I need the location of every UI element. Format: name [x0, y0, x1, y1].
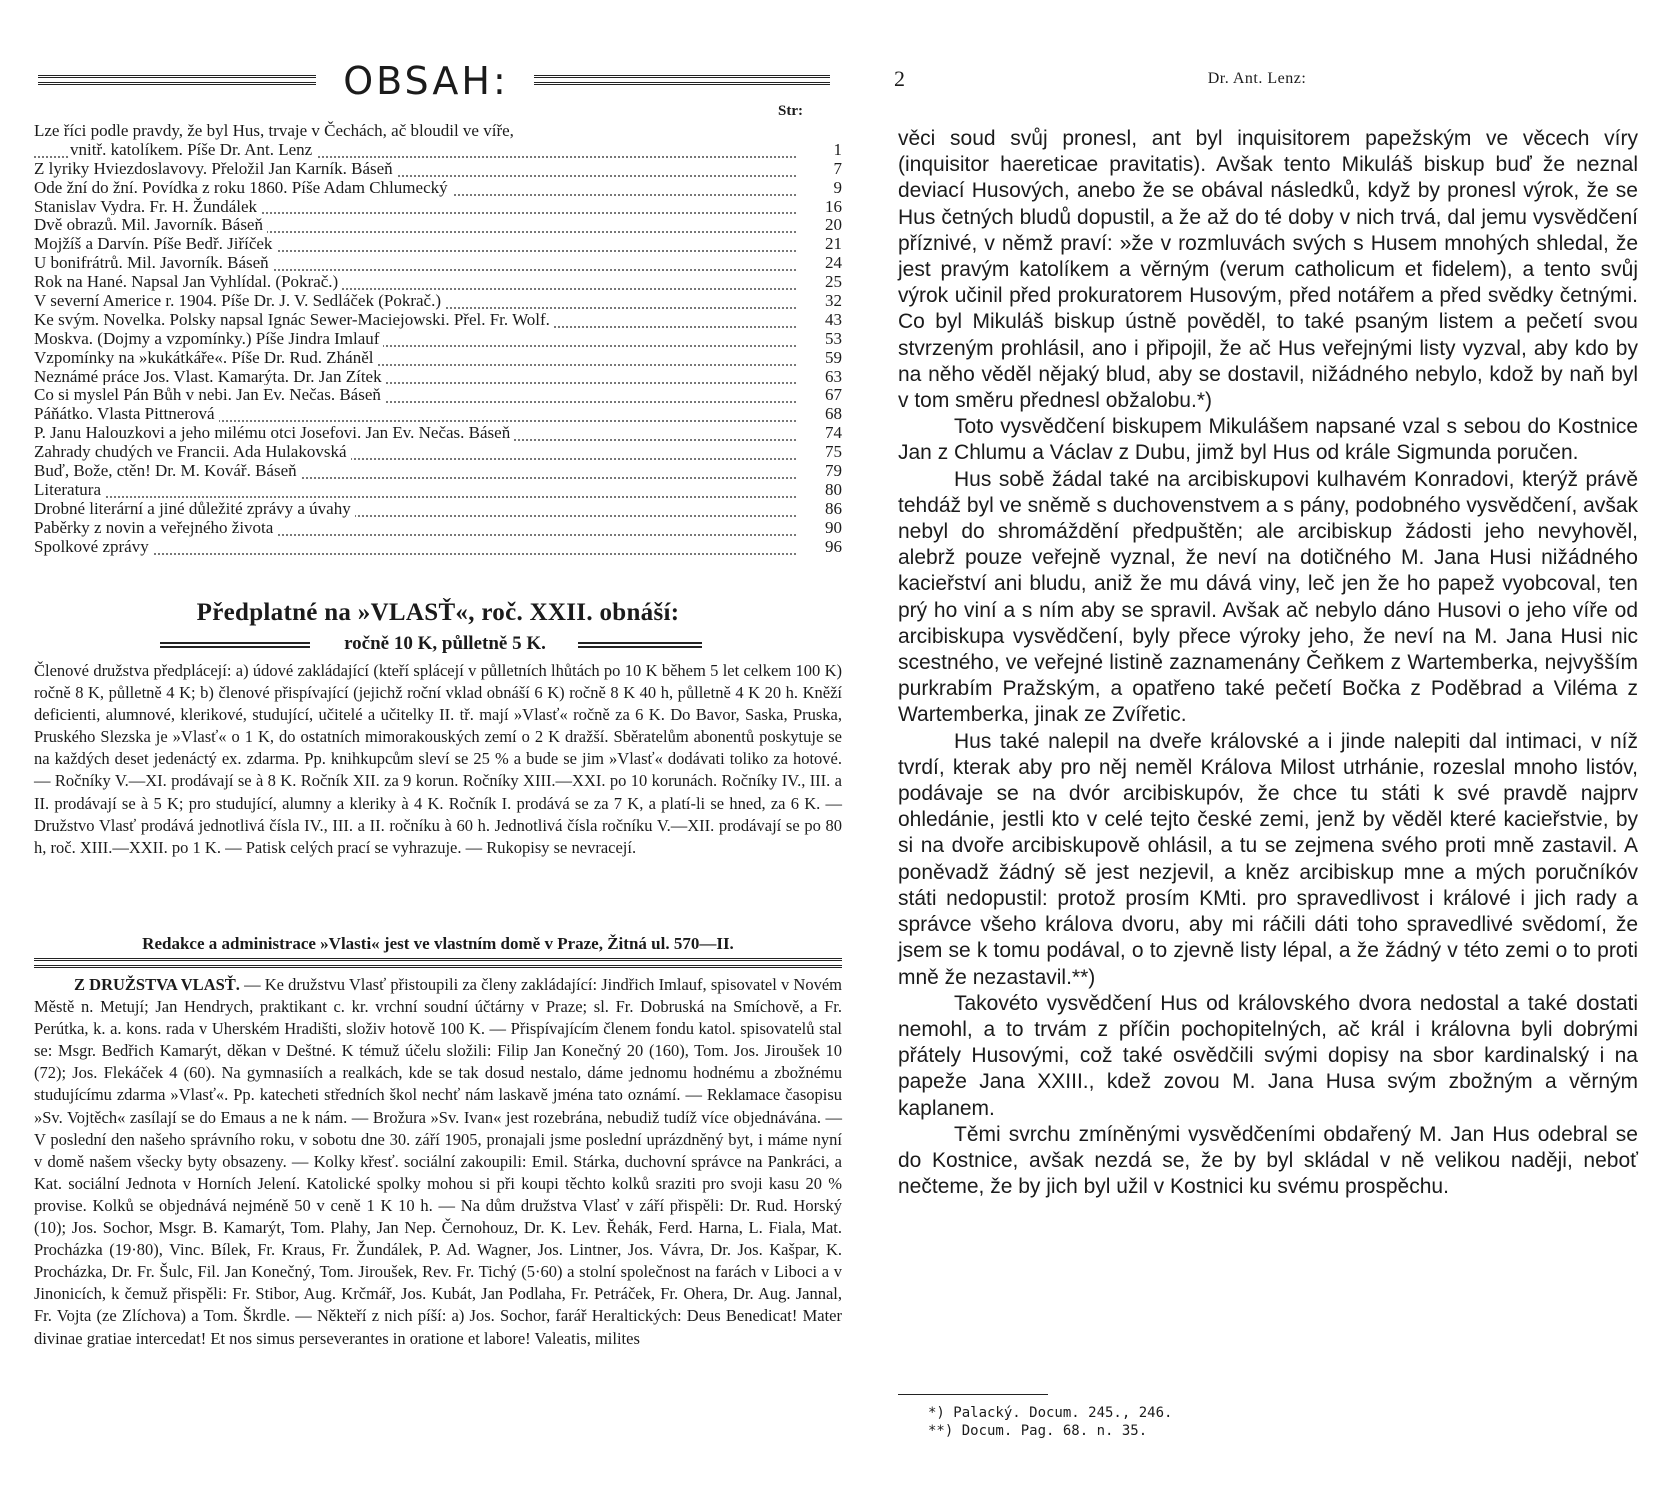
toc-entry: [34, 368, 842, 387]
toc-entry: [34, 198, 842, 217]
toc-page-column-label: Str:: [778, 103, 803, 119]
toc-entry: [34, 292, 842, 311]
toc-entry: [34, 160, 842, 179]
toc-entry-page: 67: [802, 386, 842, 405]
body-paragraph: Těmi svrchu zmíněnými vysvědčeními obdařený M. Jan Hus odebral se do Kostnice, avšak nezdá se, že by byl skládal v ně velikou naději, neboť nečteme, že by jich byl užil v Kostnici ku svému prospěchu.: [898, 1122, 1638, 1199]
toc-entry-title: Páňátko. Vlasta Pittnerová: [34, 404, 219, 423]
toc-entry-page: 80: [802, 481, 842, 500]
toc-entry: [34, 254, 842, 273]
toc-entry-page: 53: [802, 330, 842, 349]
toc-entry-title: Buď, Bože, ctěn! Dr. M. Kovář. Báseň: [34, 461, 301, 480]
toc-entry-page: 96: [802, 538, 842, 557]
toc-entry-page: 75: [802, 443, 842, 462]
toc-entry: [34, 424, 842, 443]
toc-entry-title: Dvě obrazů. Mil. Javorník. Báseň: [34, 215, 267, 234]
cooperative-news-text: — Ke družstvu Vlasť přistoupili za členy zakládající: Jindřich Imlauf, spisovatel v Novém Městě n. Metují; Jan Hendrych, praktikant c. kr. vrchní soudní účtárny v Praze; sl. Fr. Dobruská na Smíchově, a Fr. Perútka, k. a. kons. rada v Uherském Hradišti, složiv hotově 100 K. — Přispívajícím členem fondu katol. spisovatelů stal se: Msgr. Bedřich Kamarýt, děkan v Deštné. K témuž účelu složili: Filip Jan Konečný 20 (160), Tom. Jos. Jiroušek 10 (72); Jos. Flekáček 4 (60). Na gymnasiích a realkách, kde se tak dosud nestalo, dáme jednomu hodnému a zbožnému studujícímu zdarma »Vlasť«. Pp. katecheti středních škol nechť nám laskavě jména tato oznámí. — Reklamace časopisu »Sv. Vojtěch« zasílají se do Emaus a ne k nám. — Brožura »Sv. Ivan« jest rozebrána, nebudiž tudíž více objednávána. — V poslední den našeho správního roku, v sobotu dne 30. září 1905, pronajali jsme poslední uprázdněný byt, i máme nyní v domě našem všecky byty obsazeny. — Kolky křesť. sociální zakoupili: Emil. Stárka, duchovní správce na Pankráci, a Kat. sociální Jednota v Horních Jelení. Katolické spolky mohou si při koupi těchto kolků sraziti pro svoji kasu 20 % provise. Kolků se objednává nejméně 50 v ceně 1 K 10 h. — Na dům družstva Vlasť v září přispěli: Dr. Rud. Horský (10); Jos. Sochor, Msgr. B. Kamarýt, Tom. Plahy, Jan Nep. Černohouz, Dr. K. Lev. Řehák, Ferd. Harna, L. Fiala, Mat. Procházka (19·80), Vinc. Bílek, Fr. Kraus, Fr. Žundálek, P. Ad. Wagner, Jos. Lintner, Jos. Vávra, Dr. Jos. Kašpar, K. Procházka, Dr. Fr. Šulc, Fil. Jan Konečný, Tom. Jiroušek, Rev. Fr. Tichý (5·60) a stolní společnost na farách v Liboci a v Jinonicích, k čemuž přispěli: Fr. Stibor, Aug. Krčmář, Jos. Kubát, Jan Podlaha, Fr. Petráček, Fr. Ohera, Dr. Aug. Jannal, Fr. Vojta (ze Zlíchova) a Tom. Škrdle. — Někteří z nich píší: a) Jos. Sochor, farář Heraltických: Deus Benedicat! Mater divinae gratiae intercedat! Et nos simus perseverantes in oratione et labore! Valeatis, milites: [34, 975, 842, 1348]
price-rule-right: [578, 642, 702, 648]
toc-entry: [34, 273, 842, 292]
toc-entry: [34, 349, 842, 368]
toc-entry: [34, 386, 842, 405]
toc-entry: [34, 519, 842, 538]
toc-entry-title: Lze říci podle pravdy, že byl Hus, trvaje v Čechách, ač bloudil ve víře,: [34, 121, 518, 140]
toc-entry-title: Vzpomínky na »kukátkáře«. Píše Dr. Rud. Zháněl: [34, 348, 377, 367]
toc-header-rule-left: [38, 75, 316, 85]
subscription-price: ročně 10 K, půlletně 5 K.: [344, 633, 546, 654]
toc-entry-title: Paběrky z novin a veřejného života: [34, 518, 277, 537]
toc-entry-title: Zahrady chudých ve Francii. Ada Hulakovská: [34, 442, 351, 461]
price-rule-left: [160, 642, 310, 648]
subscription-terms: [34, 660, 842, 859]
subscription-title: Předplatné na »VLASŤ«, roč. XXII. obnáší:: [196, 599, 680, 626]
footnote-rule: [898, 1394, 1048, 1395]
toc-entry: [34, 122, 842, 160]
toc-entry-title: Ode žní do žní. Povídka z roku 1860. Píše Adam Chlumecký: [34, 178, 452, 197]
toc-entry: [34, 500, 842, 519]
body-paragraph: věci soud svůj pronesl, ant byl inquisitorem papežským ve věcech víry (inquisitor haereticae pravitatis). Avšak tento Mikuláš biskup buď že neznal deviací Husových, anebo že se obával následků, když by pronesl výrok, že se Hus četných bludů dopustil, a že až do té doby v nich trvá, dal jemu vysvědčení příznivé, v němž praví: »že v rozmluvách svých s Husem mnohých shledal, že jest pravým katolíkem a věrným (verum catholicum et fidelem), a tento svůj výrok učinil před prokuratorem Husovým, před notářem a před svědky četnými. Co byl Mikuláš biskup ústně pověděl, to také psaným listem a pečetí svou stvrzeným prohlásil, ano i připojil, že ač Hus veřejnými listy vyzval, aby kdo by na něho věděl nějaký blud, aby se dostavil, nižádného nebylo, kdož by naň byl v tom směru přednesl obžalobu.*): [898, 127, 1638, 413]
footnotes: [928, 1404, 1528, 1440]
toc-entry-page: 63: [802, 368, 842, 387]
toc-entry-page: 90: [802, 519, 842, 538]
toc-entry-title: Neznámé práce Jos. Vlast. Kamarýta. Dr. Jan Zítek: [34, 367, 386, 386]
toc-entry-page: 59: [802, 349, 842, 368]
cooperative-news: [34, 974, 842, 1350]
toc-entry-title: Drobné literární a jiné důležité zprávy a úvahy: [34, 499, 355, 518]
toc-entry-title: Rok na Hané. Napsal Jan Vyhlídal. (Pokrač.): [34, 272, 342, 291]
cooperative-news-paragraph: [34, 974, 842, 1350]
toc-entry: [34, 462, 842, 481]
toc-entry-title: Mojžíš a Darvín. Píše Bedř. Jiříček: [34, 234, 276, 253]
toc-entry: [34, 179, 842, 198]
toc-entry-page: 21: [802, 235, 842, 254]
toc-entry-page: 20: [802, 216, 842, 235]
toc-entry-page: 68: [802, 405, 842, 424]
toc-entry: [34, 405, 842, 424]
toc-entry: [34, 330, 842, 349]
toc-entry: [34, 311, 842, 330]
cooperative-news-heading: Z DRUŽSTVA VLASŤ.: [74, 975, 240, 994]
toc-entry: [34, 235, 842, 254]
toc-entry-title: Spolkové zprávy: [34, 537, 153, 556]
body-paragraph: Hus sobě žádal také na arcibiskupovi kulhavém Konradovi, kterýž právě tehdáž byl ve sněmě s duchovenstvem a s pány, podobného vysvědčení, avšak nebyl do shromáždění předpuštěn; ale arcibiskup žádosti jeho nevyhověl, alebrž pouze veřejně vyznal, že neví na dotičného M. Jana Husi nižádného kacieřství ani bludu, aniž že mu dává viny, leč jen že ho papež vyobcoval, ten prý ho viní a s ním aby se spravil. Avšak ač nebylo dáno Husovi o jeho víře od arcibiskupa vysvědčení, byly přece výroky jeho, že neví na M. Jana Husi nic scestného, ve veřejné listině zaznamenány Čeňkem z Wartemberka, nejvyšším purkrabím Pražským, a opatřeno také pečetí Bočka z Poděbrad a Viléma z Wartemberka, jinak ze Zvířetic.: [898, 467, 1638, 727]
toc-entry-title: P. Janu Halouzkovi a jeho milému otci Josefovi. Jan Ev. Nečas. Báseň: [34, 423, 514, 442]
page-header: [868, 66, 1646, 96]
toc-entry-page: 7: [802, 160, 842, 179]
toc-entry-title: Co si myslel Pán Bůh v nebi. Jan Ev. Nečas. Báseň: [34, 385, 385, 404]
running-head: Dr. Ant. Lenz:: [1207, 70, 1307, 87]
body-paragraph: Toto vysvědčení biskupem Mikulášem napsané vzal s sebou do Kostnice Jan z Chlumu a Václav z Dubu, jimž byl Hus od krále Sigmunda poručen.: [898, 415, 1638, 465]
toc-entry: [34, 443, 842, 462]
subscription-price-row: [34, 632, 842, 656]
toc-entry-title: Z lyriky Hviezdoslavovy. Přeložil Jan Karník. Báseň: [34, 159, 397, 178]
toc-entry-title: Moskva. (Dojmy a vzpomínky.) Píše Jindra Imlauf: [34, 329, 383, 348]
toc-entry: [34, 216, 842, 235]
toc-entry-page: 86: [802, 500, 842, 519]
toc-entry-page: 79: [802, 462, 842, 481]
toc-entry: [34, 481, 842, 500]
toc-entry-title: Ke svým. Novelka. Polsky napsal Ignác Sewer-Maciejowski. Přel. Fr. Wolf.: [34, 310, 554, 329]
toc-entry-title: Literatura: [34, 480, 105, 499]
toc-entry-page: 32: [802, 292, 842, 311]
toc-entry-page: 16: [802, 198, 842, 217]
toc-entry-page: 25: [802, 273, 842, 292]
toc-header: [34, 58, 804, 108]
toc-entry-page: 24: [802, 254, 842, 273]
section-separator: [34, 958, 842, 968]
toc-entry-title-continuation: vnitř. katolíkem. Píše Dr. Ant. Lenz: [70, 140, 316, 159]
page-number: 2: [894, 66, 905, 91]
toc-entry-title: V severní Americe r. 1904. Píše Dr. J. V. Sedláček (Pokrač.): [34, 291, 445, 310]
body-paragraph: Takovéto vysvědčení Hus od královského dvora nedostal a také dostati nemohl, a to trvám z příčin pochopitelných, ač král i královna byli dobrými přátely Husovými, což také osvědčili svými dopisy na sbor kardinalský i na papeže Jana XXIII., kdež zovou M. Jana Husa svým zbožným a věrným kaplanem.: [898, 991, 1638, 1120]
toc-header-rule-right: [534, 75, 830, 85]
toc-entry-title: U bonifrátrů. Mil. Javorník. Báseň: [34, 253, 273, 272]
article-body: [898, 126, 1638, 1200]
toc-entry-page: 1: [802, 141, 842, 160]
body-paragraph: Hus také nalepil na dveře královské a i jinde nalepiti dal intimaci, v níž tvrdí, kterak aby pro něj neměl Králova Milost utrhánie, rozeslal mnoho listóv, podávaje se na dvór arcibiskupóv, že chce tu státi k své pravdě najprv ohledánie, jestli kto v celé tejto české zemi, jenž by věděl které kacieřstvie, by si na dvoře arcibiskupově ohlásil, a tu se zejmena svého proti mně zastavil. A poněvadž žádný sě jest nezjevil, a kněz arcibiskup mne a mých poručníkóv státi nedopustil: protož prosím KMti. pro spravedlivost i králové i jich rady a správce všeho králova dvoru, aby mi ráčili dáti toho spravedlivé svědomí, že jsem se k tomu podával, o to zjevně listy lépal, a že žádný v této zemi o to proti mně že nezastavil.**): [898, 729, 1638, 989]
table-of-contents: [34, 122, 842, 557]
toc-entry-page: 43: [802, 311, 842, 330]
editorial-address: Redakce a administrace »Vlasti« jest ve vlastním domě v Praze, Žitná ul. 570—II.: [142, 934, 734, 953]
toc-title: OBSAH:: [343, 59, 509, 103]
toc-entry-page: 74: [802, 424, 842, 443]
footnote: **) Docum. Pag. 68. n. 35.: [928, 1423, 1148, 1439]
toc-entry-page: 9: [802, 179, 842, 198]
toc-entry: [34, 538, 842, 557]
footnote: *) Palacký. Docum. 245., 246.: [928, 1405, 1173, 1421]
subscription-terms-text: Členové družstva předplácejí: a) údové zakládající (kteří splácejí v půlletních lhůtách po 10 K během 5 let celkem 100 K) ročně 8 K, půlletně 4 K; b) členové přispívající (jejichž roční vklad obnáší 6 K) ročně 8 K 40 h, půlletně 4 K 20 h. Kněží deficienti, alumnové, klerikové, studující, učitelé a učitelky II. tř. mají »Vlasť« ročně za 6 K. Do Bavor, Saska, Pruska, Pruského Slezska je »Vlasť« o 1 K, do ostatních mimorakouských zemí o 2 K dražší. Sběratelům abonentů poskytuje se na každých deset jedenáctý ex. zdarma. Pp. knihkupcům sleví se 25 % a bude se jim »Vlasť« dodávati toliko za hotové. — Ročníky V.—XI. prodávají se à 8 K. Ročník XII. za 9 korun. Ročníky XIII.—XXI. po 10 korunách. Ročníky IV., III. a II. prodávají se à 5 K; pro studující, alumny a kleriky à 4 K. Ročník I. prodává se za 7 K, a platí-li se hned, za 6 K. — Družstvo Vlasť prodává jednotlivá čísla IV., III. a II. ročníku à 60 h. Jednotlivá čísla ročníku V.—XII. prodávají se po 80 h, roč. XIII.—XXII. po 1 K. — Patisk celých prací se vyhrazuje. — Rukopisy se nevracejí.: [34, 661, 842, 857]
toc-entry-title: Stanislav Vydra. Fr. H. Žundálek: [34, 197, 261, 216]
